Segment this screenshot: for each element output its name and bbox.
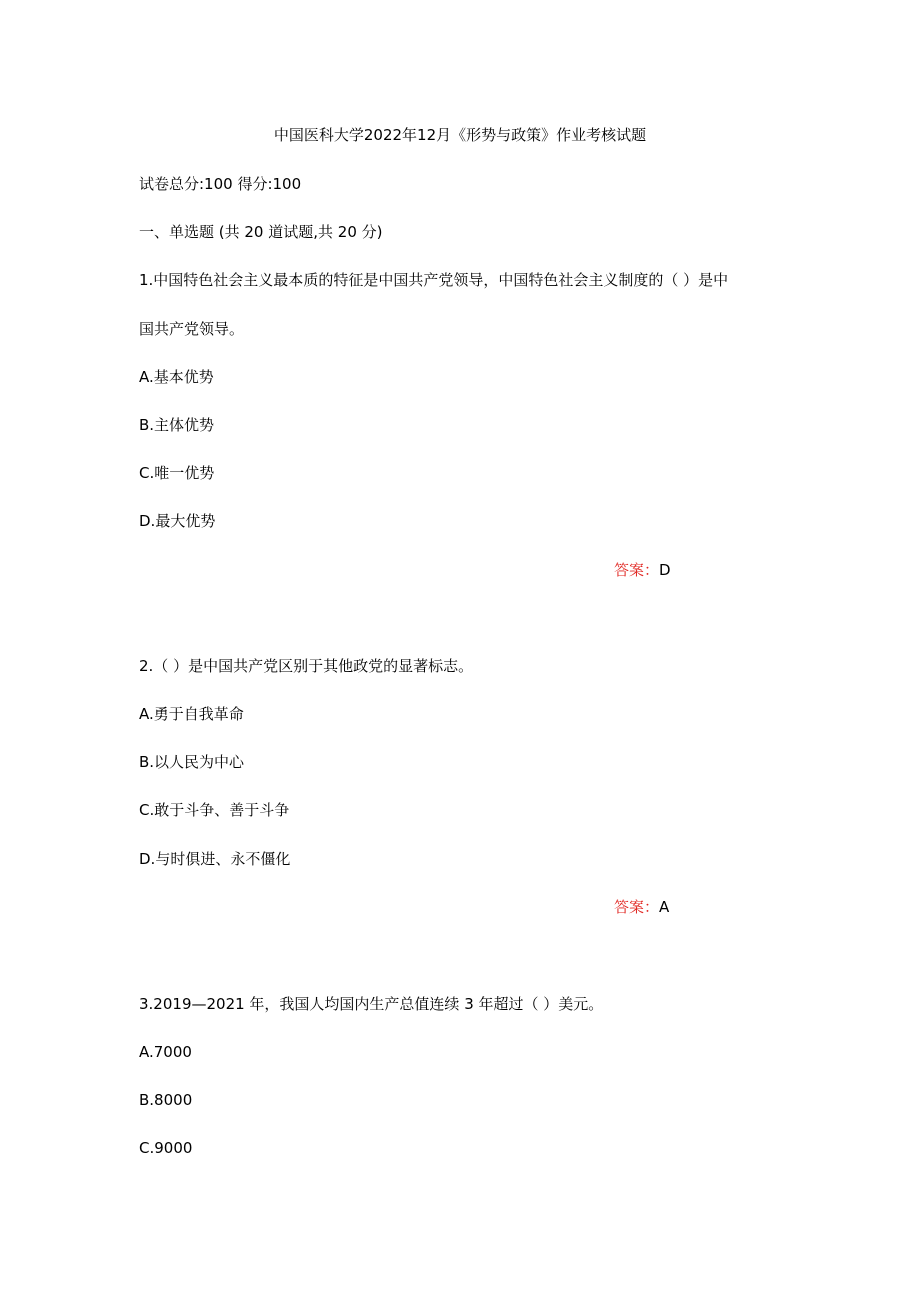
page-title: 中国医科大学2022年12月《形势与政策》作业考核试题 bbox=[273, 126, 647, 144]
answer-value: D bbox=[659, 561, 671, 579]
option-a: A.勇于自我革命 bbox=[139, 705, 244, 723]
option-b: B.以人民为中心 bbox=[139, 753, 245, 771]
answer bbox=[614, 563, 671, 578]
answer-label: 答案： bbox=[614, 561, 660, 579]
option-a: A.基本优势 bbox=[139, 368, 214, 386]
score-summary: 试卷总分:100 得分:100 bbox=[139, 175, 302, 193]
question-stem: 2.（ ）是中国共产党区别于其他政党的显著标志。 bbox=[139, 657, 474, 675]
option-c: C.敢于斗争、善于斗争 bbox=[139, 801, 290, 819]
question-stem-continued: 国共产党领导。 bbox=[139, 320, 245, 338]
option-d: D.最大优势 bbox=[139, 512, 216, 530]
option-a: A.7000 bbox=[139, 1043, 192, 1061]
option-b: B.8000 bbox=[139, 1091, 193, 1109]
answer-value: A bbox=[659, 898, 670, 916]
question-stem: 1.中国特色社会主义最本质的特征是中国共产党领导，中国特色社会主义制度的（ ）是中 bbox=[139, 271, 729, 289]
answer-label: 答案： bbox=[614, 898, 660, 916]
option-b: B.主体优势 bbox=[139, 416, 215, 434]
option-d: D.与时俱进、永不僵化 bbox=[139, 850, 291, 868]
option-c: C.9000 bbox=[139, 1139, 193, 1157]
question-stem: 3.2019—2021 年，我国人均国内生产总值连续 3 年超过（ ）美元。 bbox=[139, 995, 604, 1013]
answer bbox=[614, 900, 669, 915]
option-c: C.唯一优势 bbox=[139, 464, 215, 482]
section-heading: 一、单选题 (共 20 道试题,共 20 分) bbox=[139, 223, 383, 241]
